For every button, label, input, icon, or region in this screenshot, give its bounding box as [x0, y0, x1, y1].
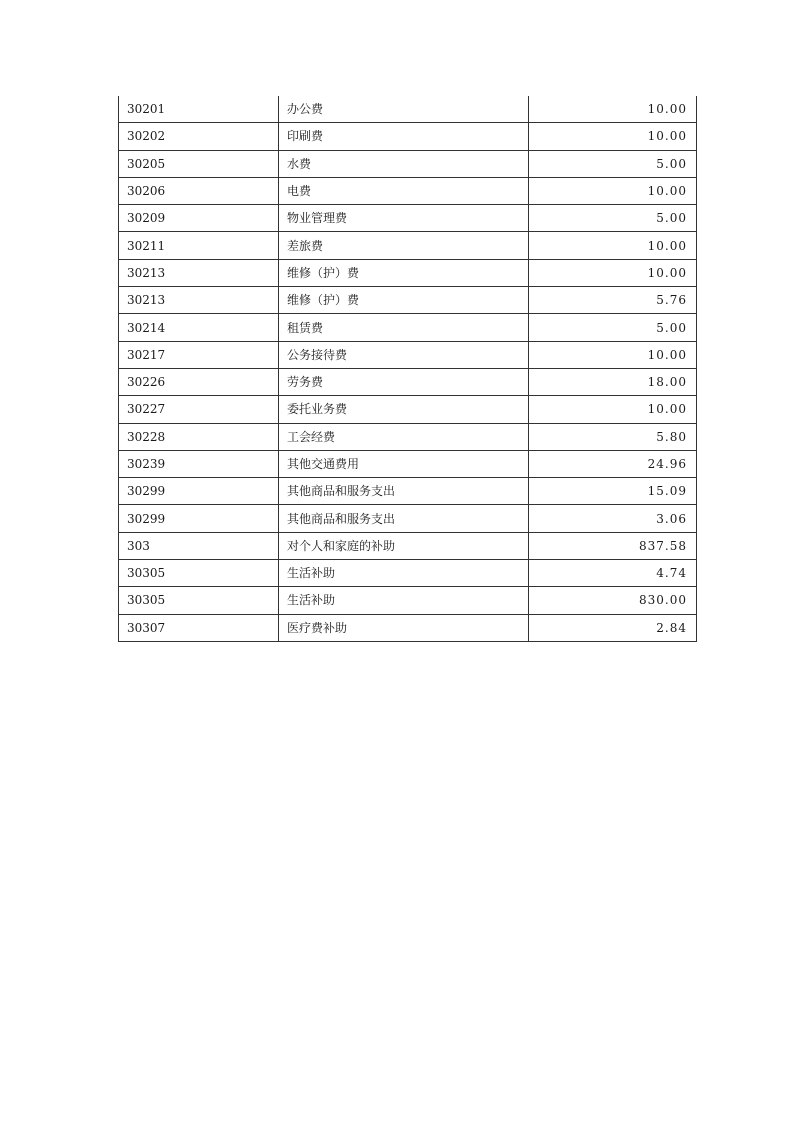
amount-cell: 5.76 [529, 287, 697, 314]
amount-cell: 5.00 [529, 150, 697, 177]
table-row [119, 177, 697, 204]
amount-cell: 10.00 [529, 177, 697, 204]
amount-cell: 10.00 [529, 96, 697, 123]
account-code-cell: 30201 [119, 96, 279, 123]
amount-cell: 10.00 [529, 259, 697, 286]
account-name-cell: 差旅费 [279, 232, 529, 259]
account-name-cell: 维修（护）费 [279, 287, 529, 314]
account-name-cell: 委托业务费 [279, 396, 529, 423]
amount-cell: 10.00 [529, 341, 697, 368]
account-name-cell: 印刷费 [279, 123, 529, 150]
account-code-cell: 303 [119, 532, 279, 559]
table-row [119, 205, 697, 232]
account-code-cell: 30213 [119, 287, 279, 314]
table-row [119, 614, 697, 641]
account-name-cell: 医疗费补助 [279, 614, 529, 641]
table-row [119, 314, 697, 341]
account-code-cell: 30214 [119, 314, 279, 341]
account-code-cell: 30299 [119, 505, 279, 532]
table-row [119, 150, 697, 177]
amount-cell: 4.74 [529, 560, 697, 587]
account-code-cell: 30202 [119, 123, 279, 150]
account-code-cell: 30299 [119, 478, 279, 505]
account-code-cell: 30211 [119, 232, 279, 259]
table-row [119, 287, 697, 314]
account-code-cell: 30213 [119, 259, 279, 286]
account-name-cell: 电费 [279, 177, 529, 204]
table-row [119, 560, 697, 587]
account-name-cell: 其他商品和服务支出 [279, 478, 529, 505]
amount-cell: 830.00 [529, 587, 697, 614]
account-code-cell: 30239 [119, 450, 279, 477]
table-row [119, 341, 697, 368]
account-name-cell: 工会经费 [279, 423, 529, 450]
amount-cell: 15.09 [529, 478, 697, 505]
table-row [119, 123, 697, 150]
expenditure-table [118, 96, 697, 642]
account-name-cell: 公务接待费 [279, 341, 529, 368]
table-row [119, 368, 697, 395]
table-row [119, 259, 697, 286]
account-code-cell: 30305 [119, 587, 279, 614]
account-code-cell: 30305 [119, 560, 279, 587]
table-row [119, 532, 697, 559]
amount-cell: 837.58 [529, 532, 697, 559]
account-name-cell: 劳务费 [279, 368, 529, 395]
table-row [119, 96, 697, 123]
account-name-cell: 维修（护）费 [279, 259, 529, 286]
account-code-cell: 30226 [119, 368, 279, 395]
amount-cell: 5.00 [529, 205, 697, 232]
account-code-cell: 30205 [119, 150, 279, 177]
account-name-cell: 对个人和家庭的补助 [279, 532, 529, 559]
account-name-cell: 办公费 [279, 96, 529, 123]
amount-cell: 3.06 [529, 505, 697, 532]
amount-cell: 10.00 [529, 232, 697, 259]
amount-cell: 18.00 [529, 368, 697, 395]
account-name-cell: 其他交通费用 [279, 450, 529, 477]
account-code-cell: 30206 [119, 177, 279, 204]
amount-cell: 5.00 [529, 314, 697, 341]
table-row [119, 505, 697, 532]
account-code-cell: 30217 [119, 341, 279, 368]
account-code-cell: 30227 [119, 396, 279, 423]
table-row [119, 450, 697, 477]
account-code-cell: 30307 [119, 614, 279, 641]
amount-cell: 10.00 [529, 396, 697, 423]
account-name-cell: 其他商品和服务支出 [279, 505, 529, 532]
table-row [119, 396, 697, 423]
amount-cell: 2.84 [529, 614, 697, 641]
account-name-cell: 生活补助 [279, 560, 529, 587]
account-code-cell: 30228 [119, 423, 279, 450]
table-row [119, 587, 697, 614]
expenditure-table-page [118, 96, 696, 642]
table-row [119, 423, 697, 450]
account-name-cell: 水费 [279, 150, 529, 177]
table-row [119, 478, 697, 505]
amount-cell: 5.80 [529, 423, 697, 450]
amount-cell: 24.96 [529, 450, 697, 477]
account-code-cell: 30209 [119, 205, 279, 232]
account-name-cell: 物业管理费 [279, 205, 529, 232]
table-row [119, 232, 697, 259]
account-name-cell: 生活补助 [279, 587, 529, 614]
amount-cell: 10.00 [529, 123, 697, 150]
account-name-cell: 租赁费 [279, 314, 529, 341]
